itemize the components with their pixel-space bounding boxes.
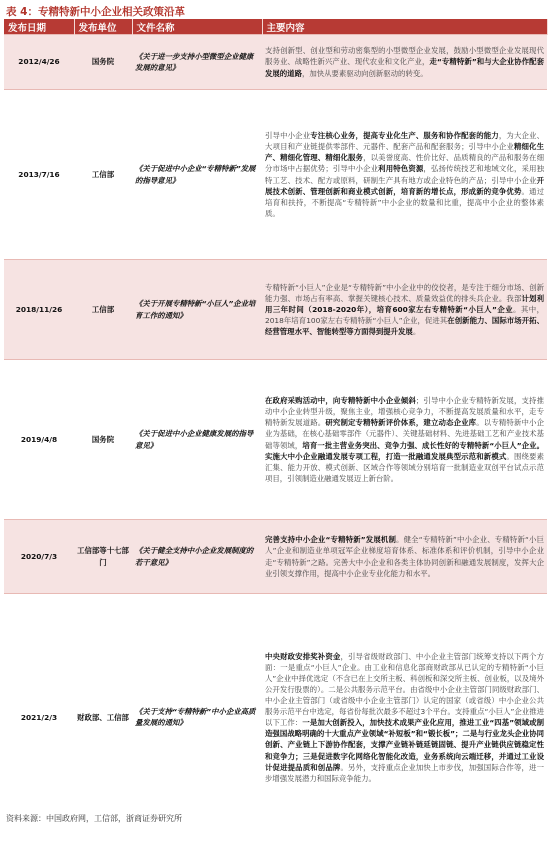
cell-content — [262, 90, 547, 260]
table-title: 表 4：专精特新中小企业相关政策沿革 — [6, 6, 185, 18]
content-text: 支持重点“小巨人”企业推进以下工作： — [265, 707, 544, 728]
cell-content — [262, 594, 547, 841]
cell-doc: 《关于开展专精特新“小巨人”企业培育工作的通知》 — [132, 260, 262, 360]
table-header-row — [4, 19, 547, 35]
table-row — [4, 35, 547, 90]
cell-dept: 工信部 — [74, 260, 132, 360]
content-text: 专精特新“小巨人”企业是“专精特新”中小企业中的佼佼者，是专注于细分市场、创新能力强、市场占有率高、掌握关键核心技术、质量效益优的排头兵企业。我部 — [265, 282, 544, 303]
table-row — [4, 90, 547, 260]
content-emphasis: 精细化生产、精细化管理、精细化服务 — [265, 142, 544, 163]
content-text: 引导中小企业 — [265, 131, 311, 141]
cell-doc: 《关于支持“专精特新”中小企业高质量发展的通知》 — [132, 594, 262, 841]
cell-content — [262, 35, 547, 90]
content-emphasis: 在创新能力、国际市场开拓、经营管理水平、智能转型等方面得到提升发展 — [265, 316, 544, 337]
content-emphasis: 走“专精特新”和与大企业协作配套发展的道路 — [265, 57, 544, 78]
table-row — [4, 594, 547, 841]
content-text: 支持创新型、创业型和劳动密集型的小型微型企业发展，鼓励小型微型企业发展现代服务业、战略性新兴产业、现代农业和文化产业， — [265, 46, 544, 67]
content-text: ，为大企业、大项目和产业链提供零部件、元器件、配套产品和配套服务；引导中小企业 — [265, 131, 544, 152]
cell-content — [262, 520, 547, 594]
cell-doc: 《关于促进中小企业“专精特新”发展的指导意见》 — [132, 90, 262, 260]
table-row — [4, 260, 547, 360]
content-text: 。通过培育和扶持，不断提高“专精特新”中小企业的数量和比重，提高中小企业的整体素质。 — [265, 186, 544, 218]
cell-date: 2012/4/26 — [4, 35, 74, 90]
cell-content — [262, 260, 547, 360]
content-emphasis: 完善支持中小企业“专精特新”发展机制 — [265, 535, 397, 545]
header-doc: 文件名称 — [132, 19, 262, 35]
content-text: ，加快从要素驱动向创新驱动的转变。 — [301, 68, 428, 78]
cell-date: 2019/4/8 — [4, 360, 74, 520]
content-emphasis: 专注核心业务，提高专业化生产、服务和协作配套的能力 — [310, 131, 499, 141]
cell-doc: 《关于进一步支持小型微型企业健康发展的意见》 — [132, 35, 262, 90]
cell-dept: 工信部等十七部门 — [74, 520, 132, 594]
content-text: 。健全“专精特新”中小企业、专精特新“小巨人”企业和制造业单项冠军企业梯度培育体系、标准体系和评价机制，引导中小企业走“专精特新”之路。完善大中小企业和各类主体协同创新和融通发展制度，发挥大企业引领支撑作用，提高中小企业专业化能力和水平。 — [265, 535, 544, 578]
content-text: ，引导省级财政部门、中小企业主管部门统筹支持以下两个方面：一是重点“小巨人”企业。由工业和信息化部商财政部从已认定的专精特新“小巨人”企业中择优选定（不含已在上交所主板、科创板和深交所主板、创业板，以及境外公开发行股票的）。二是公共服务示范平台。由省级中小企业主管部门同级财政部门、中小企业主管部门（或省级中小企业主管部门）认定的国家（或省级）中小企业公共服务示范平台中选定，每省份每批次最多不超过3个平台。 — [265, 651, 544, 717]
table-row — [4, 520, 547, 594]
content-text: 。其中，2018年培育100家左右专精特新“小巨人”企业，促进其 — [265, 304, 544, 326]
content-text: ，弘扬传统技艺和地域文化，采用独特工艺、技术、配方或原料，研制生产具有地方或企业特色的产品；引导中小企业 — [265, 164, 544, 185]
cell-date: 2013/7/16 — [4, 90, 74, 260]
cell-dept: 工信部 — [74, 90, 132, 260]
content-text: 。 — [412, 327, 421, 337]
source-note: 资料来源：中国政府网，工信部，浙商证券研究所 — [6, 814, 182, 823]
content-text: ，以美誉度高、性价比好、品质精良的产品和服务在细分市场中占据优势；引导中小企业 — [265, 153, 544, 174]
header-date: 发布日期 — [4, 19, 74, 35]
cell-dept: 财政部、工信部 — [74, 594, 132, 841]
cell-date: 2021/2/3 — [4, 594, 74, 841]
content-emphasis: 在政府采购活动中，向专精特新中小企业倾斜 — [265, 396, 416, 406]
content-text: ；引导中小企业专精特新发展，支持推动中小企业转型升级，聚焦主业，增强核心竞争力，不断提高发展质量和水平，走专精特新发展道路。 — [265, 396, 544, 428]
content-emphasis: 利用特色资源 — [378, 164, 424, 174]
content-emphasis: 研究制定专精特新评价体系，建立动态企业库 — [325, 418, 477, 428]
content-emphasis: 中央财政安排奖补资金 — [265, 651, 341, 661]
table-row — [4, 360, 547, 520]
policy-table — [4, 19, 548, 841]
content-emphasis: 开展技术创新、管理创新和商业模式创新，培育新的增长点，形成新的竞争优势 — [265, 175, 544, 196]
content-text: 。围绕要素汇集、能力开放、模式创新、区域合作等领域分别培育一批制造业双创平台试点示范项目，引领制造业融通发展迈上新台阶。 — [265, 451, 544, 483]
content-emphasis: 培育一批主营业务突出、竞争力强、成长性好的专精特新“小巨人”企业。实施大中小企业融通发展专项工程，打造一批融通发展典型示范和新模式 — [265, 440, 544, 461]
cell-dept: 国务院 — [74, 360, 132, 520]
content-text: 。以专精特新中小企业为基础，在核心基础零部件（元器件）、关键基础材料、先进基础工艺和产业技术基础等领域， — [265, 418, 544, 450]
cell-date: 2018/11/26 — [4, 260, 74, 360]
cell-dept: 国务院 — [74, 35, 132, 90]
cell-content — [262, 360, 547, 520]
content-emphasis: 一是加大创新投入，加快技术成果产业化应用，推进工业“四基”领域或制造强国战略明确的十大重点产业领域“补短板”和“锻长板”；二是与行业龙头企业协同创新、产业链上下游协作配套，支撑产业链补链延链固链、提升产业链供应链稳定性和竞争力；三是促进数字化网络化智能化改造，业务系统向云端迁移，并通过工业设计促进提品质和创品牌 — [265, 718, 544, 772]
cell-doc: 《关于健全支持中小企业发展制度的若干意见》 — [132, 520, 262, 594]
cell-doc: 《关于促进中小企业健康发展的指导意见》 — [132, 360, 262, 520]
header-content: 主要内容 — [262, 19, 547, 35]
content-emphasis: 计划利用三年时间（2018-2020年），培育600家左右专精特新“小巨人”企业 — [265, 293, 544, 314]
header-dept: 发布单位 — [74, 19, 132, 35]
cell-date: 2020/7/3 — [4, 520, 74, 594]
content-text: 。另外，支持重点企业加快上市步伐，加强国际合作等，进一步增强发展潜力和国际竞争能力。 — [265, 762, 544, 783]
